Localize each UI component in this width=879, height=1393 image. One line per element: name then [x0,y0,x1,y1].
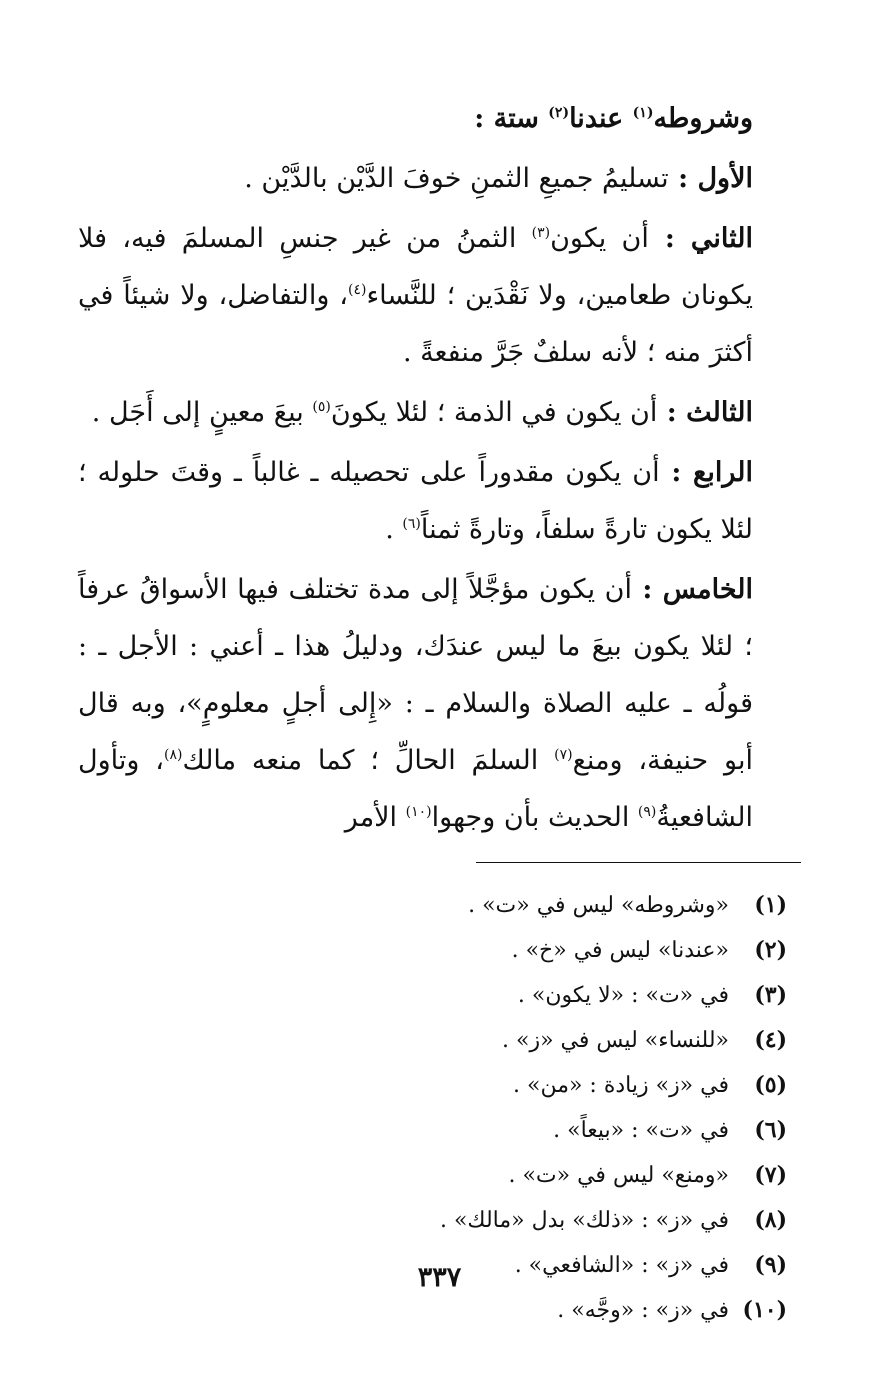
footnote-item [78,973,801,1018]
footnote-text: في «ز» زيادة : «من» . [513,1073,729,1098]
footnote-text: «ومنع» ليس في «ت» . [508,1163,729,1188]
condition-label: الثاني : [648,223,753,254]
page-number: ٣٣٧ [417,1262,462,1293]
footnote-ref: (١) [632,105,654,121]
footnote-ref: (٧) [554,747,573,763]
text-segment: وشروطه [653,103,753,134]
text-segment: الحديث بأن وجهوا [431,802,638,833]
paragraph-third-condition [78,384,801,441]
footnote-item [78,1018,801,1063]
text-segment: ، والتفاضل، ولا شيئاً في أكثرَ منه ؛ لأنه سلفٌ جَرَّ منفعةً . [78,280,753,368]
footnote-item [78,1198,801,1243]
paragraph-first-condition [78,150,801,207]
footnote-ref: (٨) [163,747,183,763]
footnote-ref: (١٠) [405,804,432,820]
condition-label: الرابع : [659,457,753,488]
footnote-number: (٦) [754,1117,787,1143]
footnote-text: في «ت» : «لا يكون» . [517,983,729,1008]
footnote-number: (٧) [754,1162,787,1188]
condition-label: الأول : [668,163,753,194]
footnote-number: (٣) [754,982,787,1008]
text-segment: السلمَ الحالِّ ؛ كما منعه مالك [182,745,555,776]
text-segment: . [385,514,403,545]
footnote-item [78,883,801,928]
text-segment: أن يكون في الذمة ؛ لئلا يكونَ [330,397,658,428]
paragraph-fifth-condition [78,561,801,846]
footnote-ref: (٩) [637,804,657,820]
footnote-number: (١٠) [742,1297,787,1323]
condition-label: الثالث : [657,397,753,428]
footnote-divider [476,862,801,863]
text-segment: بيعَ معينٍ إلى أَجَل . [91,397,313,428]
footnote-item [78,1153,801,1198]
paragraph-conditions-intro [78,90,801,147]
footnote-text: في «ز» : «ذلك» بدل «مالك» . [439,1208,729,1233]
footnote-text: «عندنا» ليس في «خ» . [511,938,729,963]
footnote-item [78,928,801,973]
text-segment: ، وتأول الشافعيةُ [78,745,753,833]
text-segment: الأمر [344,802,406,833]
paragraph-second-condition [78,210,801,381]
footnote-text: في «ت» : «بيعاً» . [553,1118,729,1143]
text-segment: الثمنُ من غير جنسِ المسلمَ فيه، فلا يكونان طعامين، ولا نَقْدَين ؛ للنَّساء [78,223,753,311]
text-segment: ستة : [474,103,549,134]
footnote-item [78,1288,801,1333]
footnote-ref: (٣) [531,225,551,241]
text-segment: أن يكون مؤجَّلاً إلى مدة تختلف فيها الأسواقُ عرفاً ؛ لئلا يكون بيعَ ما ليس عندَك، ودليلُ هذا ـ أعني : الأجل ـ : قولُه ـ عليه الصلاة والسلام ـ : «إِلى أجلٍ معلومٍ»، وبه قال أبو حنيفة، ومنع [78,574,754,776]
footnote-text: في «ز» : «وجَّه» . [557,1298,729,1323]
footnote-text: في «ز» : «الشافعي» . [514,1253,729,1278]
footnote-number: (٢) [754,937,787,963]
footnote-item [78,1063,801,1108]
text-segment: أن يكون [550,223,649,254]
footnote-ref: (٢) [548,105,570,121]
footnote-number: (٨) [754,1207,787,1233]
main-text [78,90,801,846]
text-segment: أن يكون مقدوراً على تحصيله ـ غالباً ـ وقتَ حلوله ؛ لئلا يكون تارةً سلفاً، وتارةً ثمناً [78,457,753,545]
text-segment: تسليمُ جميعِ الثمنِ خوفَ الدَّيْن بالدَّيْن . [244,163,669,194]
paragraph-fourth-condition [78,444,801,558]
footnote-ref: (٦) [402,516,421,532]
footnote-ref: (٤) [347,282,367,298]
text-segment: عندنا [569,103,633,134]
condition-label: الخامس : [632,574,753,605]
footnote-text: «للنساء» ليس في «ز» . [502,1028,729,1053]
footnote-text: «وشروطه» ليس في «ت» . [468,893,729,918]
footnote-number: (١) [754,892,787,918]
footnote-number: (٤) [754,1027,787,1053]
footnote-number: (٩) [754,1252,787,1278]
footnote-number: (٥) [754,1072,787,1098]
footnote-item [78,1108,801,1153]
footnote-ref: (٥) [312,399,331,415]
